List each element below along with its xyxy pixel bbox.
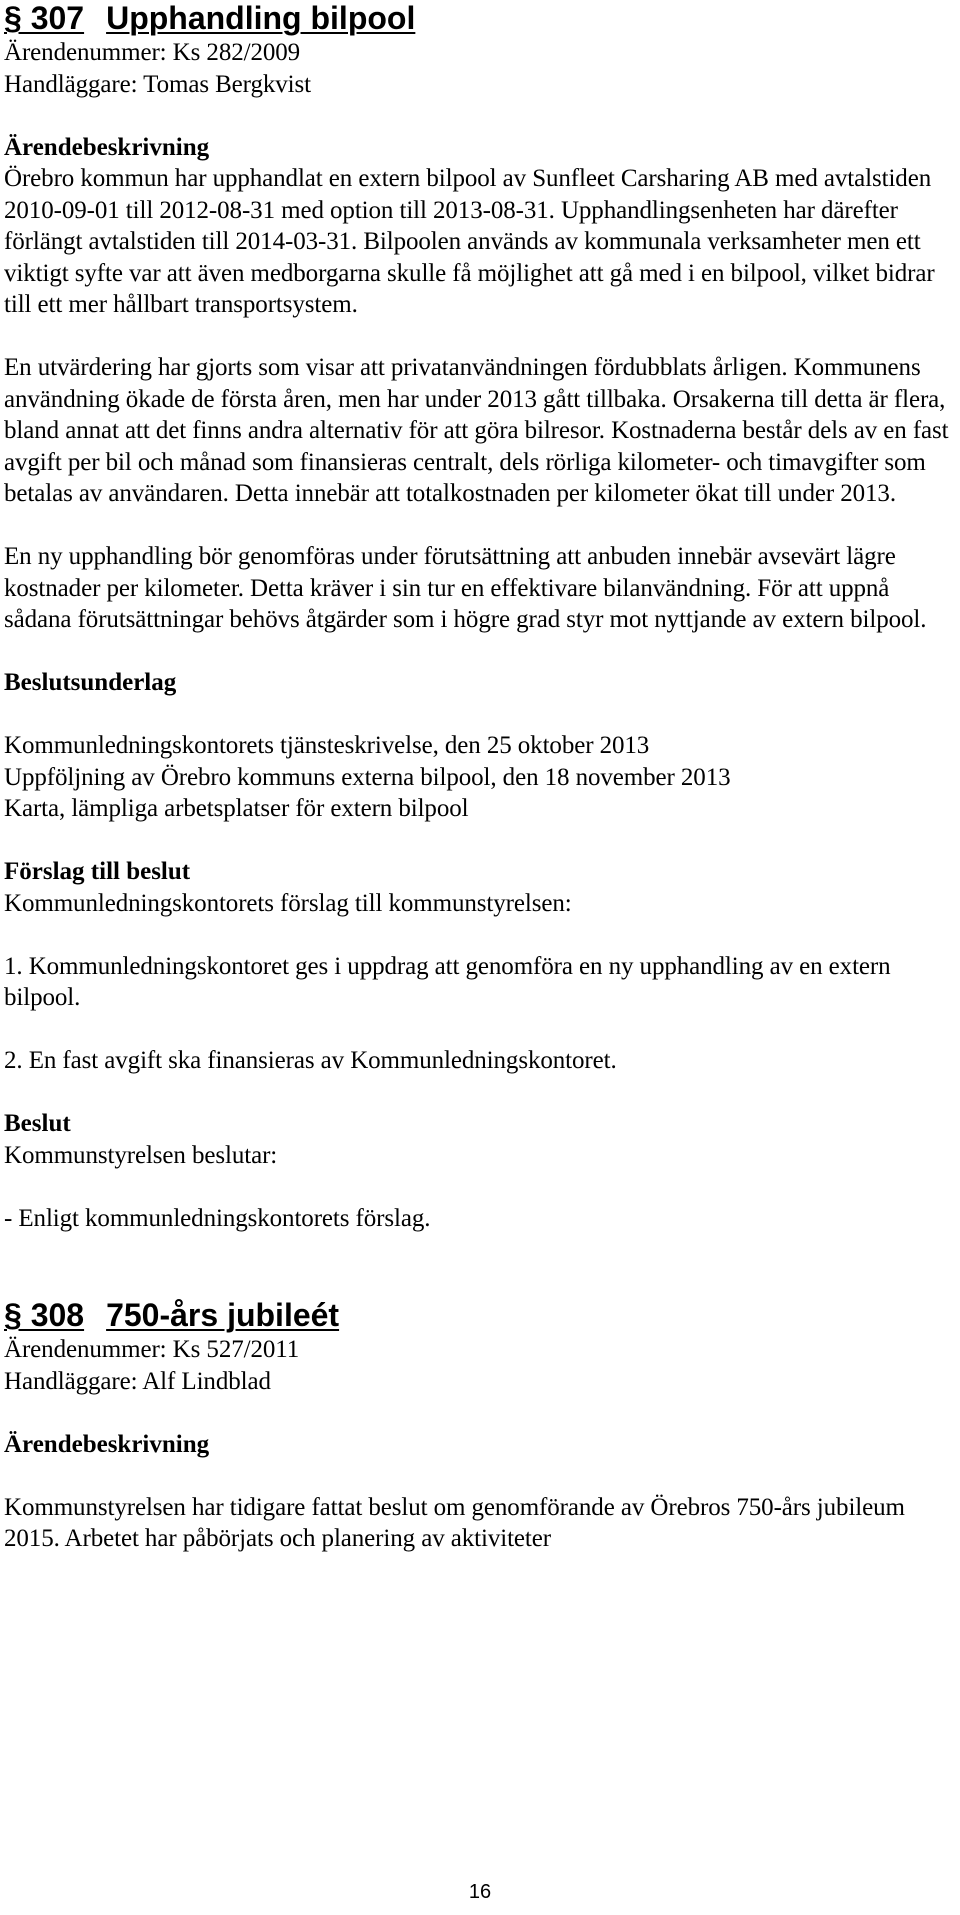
section-307-description-heading: Ärendebeskrivning xyxy=(4,133,210,161)
section-307-basis-heading: Beslutsunderlag xyxy=(4,669,177,696)
section-307-proposal-item-1: 1. Kommunledningskontoret ges i uppdrag att genomföra en ny upphandling av en extern bilpool. xyxy=(4,952,891,1011)
section-308-description-text: Kommunstyrelsen har tidigare fattat beslut om genomförande av Örebros 750-års jubileum 2015. Arbetet har påbörjats och planering av aktiviteter xyxy=(4,1493,905,1552)
section-308-heading xyxy=(4,1297,949,1333)
section-308-number: § 308 xyxy=(4,1297,85,1333)
section-307-heading xyxy=(4,0,949,36)
section-307-decision-heading: Beslut xyxy=(4,1110,71,1137)
section-307-basis-item-2: Uppföljning av Örebro kommuns externa bilpool, den 18 november 2013 xyxy=(4,763,731,791)
section-308-case-officer: Handläggare: Alf Lindblad xyxy=(4,1367,271,1395)
section-307-decision-intro: Kommunstyrelsen beslutar: xyxy=(4,1141,278,1169)
section-307-description-paragraph-1: Örebro kommun har upphandlat en extern bilpool av Sunfleet Carsharing AB med avtalstiden 2010-09-01 till 2012-08-31 med option till 2013-08-31. Upphandlingsenheten har därefter förlängt avtalstiden till 2014-03-31. Bilpoolen används av kommunala verksamheter men ett viktigt syfte var att även medborgarna skulle få möjlighet att gå med i en bilpool, vilket bidrar till ett mer hållbart transportsystem. xyxy=(4,165,935,318)
section-307-title: Upphandling bilpool xyxy=(106,0,416,36)
section-307-description-paragraph-2: En utvärdering har gjorts som visar att privatanvändningen fördubblats årligen. Kommunens användning ökade de första åren, men har under 2013 gått tillbaka. Orsakerna till detta är flera, bland annat att det finns andra alternativ för att göra bilresor. Kostnaderna består dels av en fast avgift per bil och månad som finansieras centralt, dels rörliga kilometer- och timavgifter som betalas av användaren. Detta innebär att totalkostnaden per kilometer ökat till under 2013. xyxy=(4,354,949,507)
section-307-case-officer: Handläggare: Tomas Bergkvist xyxy=(4,70,311,98)
section-307-case-number: Ärendenummer: Ks 282/2009 xyxy=(4,39,301,66)
page-number: 16 xyxy=(468,1881,492,1903)
section-307-proposal-intro: Kommunledningskontorets förslag till kommunstyrelsen: xyxy=(4,889,572,917)
document-page xyxy=(4,0,949,1555)
section-308-case-number: Ärendenummer: Ks 527/2011 xyxy=(4,1336,300,1363)
section-307-proposal-heading: Förslag till beslut xyxy=(4,858,191,885)
section-307-number: § 307 xyxy=(4,0,85,36)
section-307-basis-item-3: Karta, lämpliga arbetsplatser för extern bilpool xyxy=(4,795,469,822)
section-307-basis-item-1: Kommunledningskontorets tjänsteskrivelse, den 25 oktober 2013 xyxy=(4,732,650,759)
section-307-proposal-item-2: 2. En fast avgift ska finansieras av Kommunledningskontoret. xyxy=(4,1047,617,1074)
section-308-title: 750-års jubileét xyxy=(106,1297,340,1333)
section-307-decision-text: - Enligt kommunledningskontorets förslag. xyxy=(4,1204,431,1232)
section-308-description-heading: Ärendebeskrivning xyxy=(4,1430,210,1458)
section-307-description-paragraph-3: En ny upphandling bör genomföras under förutsättning att anbuden innebär avsevärt lägre kostnader per kilometer. Detta kräver i sin tur en effektivare bilanvändning. För att uppnå sådana förutsättningar behövs åtgärder som i högre grad styr mot nyttjande av extern bilpool. xyxy=(4,543,927,633)
